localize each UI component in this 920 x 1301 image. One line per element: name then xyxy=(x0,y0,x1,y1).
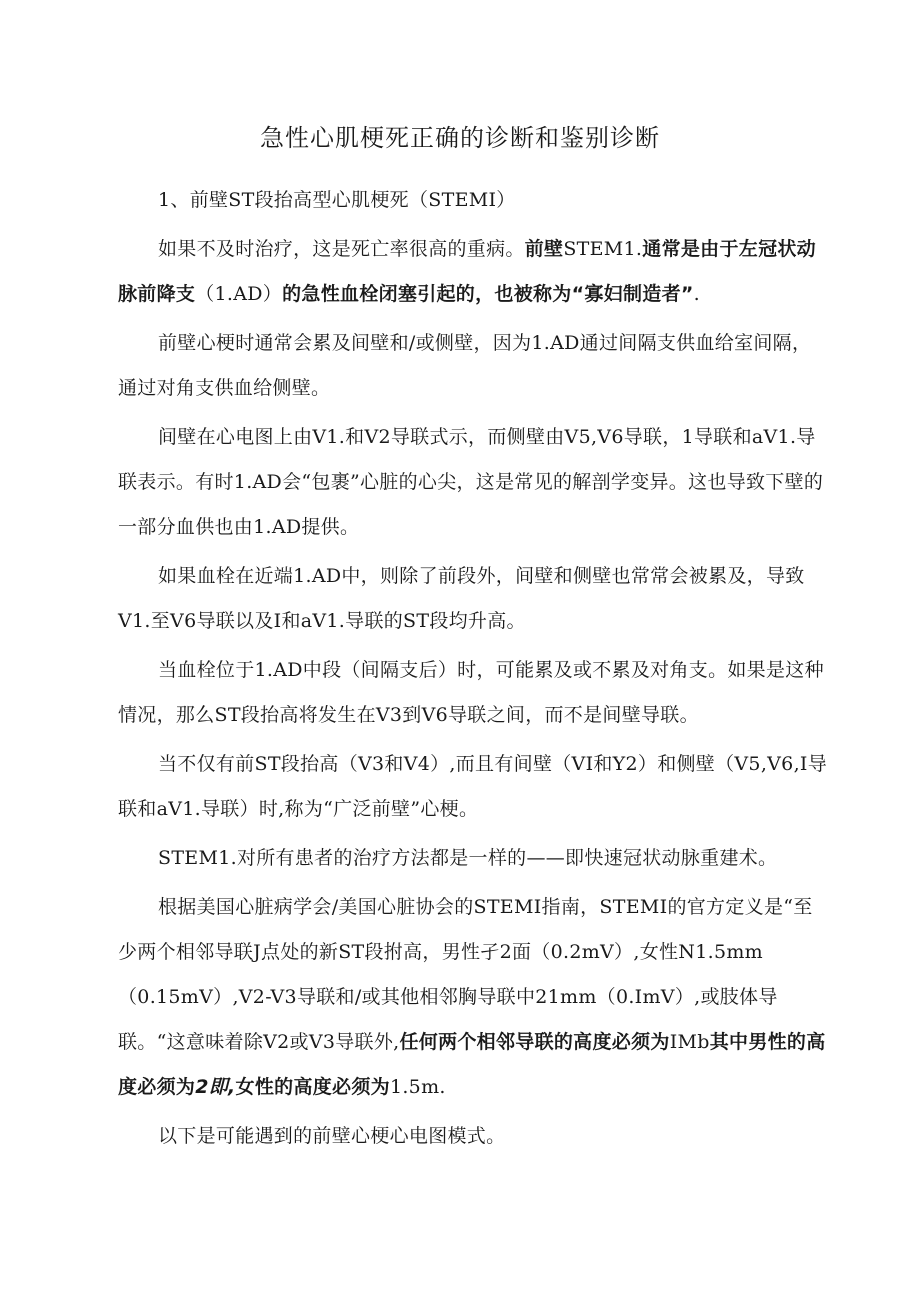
section-heading: 1、前壁ST段抬高型心肌梗死（STEMI） xyxy=(158,189,516,211)
paragraph-8 xyxy=(118,885,830,1110)
p8-text-f: 女性的高度必须为 xyxy=(235,1076,390,1098)
paragraph-4: 如果血栓在近端1.AD中，则除了前段外，间壁和侧壁也常常会被累及，导致V1.至V6导联以及I和aV1.导联的ST段均升高。 xyxy=(118,565,805,632)
p1-text-d: 通常是由于左冠状动脉前降支 xyxy=(118,238,816,305)
p1-text-e: （1.AD） xyxy=(195,283,283,305)
paragraph-1 xyxy=(118,227,830,317)
p8-text-g: 1.5m. xyxy=(389,1076,446,1098)
p1-text-f: 的急性血栓闭塞引起的，也被称为“寡妇制造者” xyxy=(282,283,694,305)
paragraph-2: 前壁心梗时通常会累及间壁和/或侧壁，因为1.AD通过间隔支供血给室间隔，通过对角支供血给侧壁。 xyxy=(118,332,812,399)
paragraph-9: 以下是可能遇到的前壁心梗心电图模式。 xyxy=(158,1125,506,1147)
p1-text-g: . xyxy=(693,283,701,305)
paragraph-6: 当不仅有前ST段抬高（V3和V4）,而且有间壁（VI和Y2）和侧壁（V5,V6,I导联和aV1.导联）时,称为“广泛前壁”心梗。 xyxy=(118,753,828,820)
p8-text-e: 2即, xyxy=(195,1076,236,1098)
p1-text-c: STEM1. xyxy=(563,238,643,260)
p1-text-b: 前壁 xyxy=(524,238,564,260)
p8-text-b: 任何两个相邻导联的高度必须为 xyxy=(399,1031,670,1053)
document-title: 急性心肌梗死正确的诊断和鉴别诊断 xyxy=(260,124,660,152)
paragraph-5: 当血栓位于1.AD中段（间隔支后）时，可能累及或不累及对角支。如果是这种情况，那么ST段抬高将发生在V3到V6导联之间，而不是间壁导联。 xyxy=(118,659,824,726)
paragraph-7: STEM1.对所有患者的治疗方法都是一样的——即快速冠状动脉重建术。 xyxy=(158,847,778,869)
document-body xyxy=(118,178,830,1163)
p1-text-a: 如果不及时治疗，这是死亡率很高的重病。 xyxy=(158,238,525,260)
p8-text-c: IMb xyxy=(669,1031,710,1053)
p8-text-d: 其中男性的高度必须为 xyxy=(118,1031,826,1098)
paragraph-3: 间壁在心电图上由V1.和V2导联式示，而侧壁由V5,V6导联，1导联和aV1.导联表示。有时1.AD会“包裹”心脏的心尖，这是常见的解剖学变异。这也导致下壁的一部分血供也由1.AD提供。 xyxy=(118,426,824,538)
p8-text-a: 根据美国心脏病学会/美国心脏协会的STEMI指南，STEMI的官方定义是“至少两个相邻导联J点处的新ST段拊高，男性孑2面（0.2mV）,女性N1.5mm（0.15mV）,V2-V3导联和/或其他相邻胸导联中21mm（0.ImV）,或肢体导联。“这意味着除V2或V3导联外, xyxy=(118,896,813,1053)
